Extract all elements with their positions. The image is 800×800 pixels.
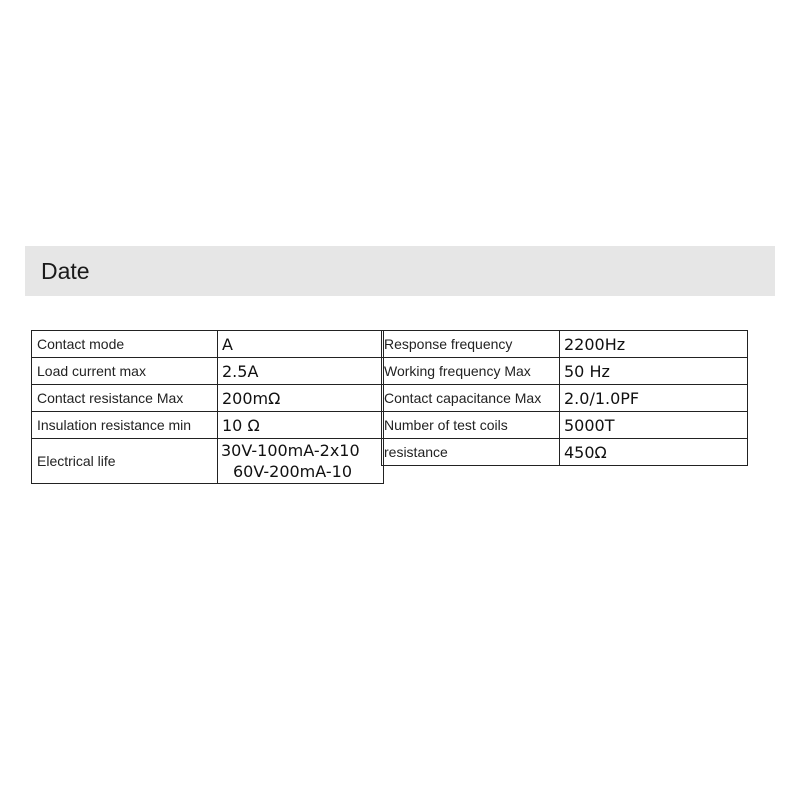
table-row bbox=[382, 439, 748, 466]
table-row bbox=[382, 385, 748, 412]
spec-label: Load current max bbox=[32, 358, 218, 385]
electrical-life-line-1: 30V-100mA-2x10 bbox=[221, 441, 360, 460]
table-row bbox=[382, 358, 748, 385]
spec-label: Contact resistance Max bbox=[32, 385, 218, 412]
spec-value: 10 Ω bbox=[218, 412, 384, 439]
table-row bbox=[32, 439, 384, 484]
spec-value: 2200Hz bbox=[560, 331, 748, 358]
spec-value: 50 Hz bbox=[560, 358, 748, 385]
section-header bbox=[25, 246, 775, 296]
electrical-life-line-2: 60V-200mA-10 bbox=[233, 462, 352, 481]
specs-table-left bbox=[31, 330, 384, 484]
spec-label: Contact capacitance Max bbox=[382, 385, 560, 412]
table-row bbox=[32, 385, 384, 412]
table-row bbox=[32, 358, 384, 385]
spec-value: 2.5A bbox=[218, 358, 384, 385]
section-title: Date bbox=[41, 258, 90, 284]
spec-label: Insulation resistance min bbox=[32, 412, 218, 439]
spec-label: resistance bbox=[382, 439, 560, 466]
specs-table-right bbox=[381, 330, 748, 466]
spec-label: Number of test coils bbox=[382, 412, 560, 439]
spec-value-multiline bbox=[218, 439, 384, 484]
spec-value: 450Ω bbox=[560, 439, 748, 466]
spec-value: 2.0/1.0PF bbox=[560, 385, 748, 412]
spec-value: 5000T bbox=[560, 412, 748, 439]
table-row bbox=[32, 331, 384, 358]
table-row bbox=[382, 412, 748, 439]
spec-label: Response frequency bbox=[382, 331, 560, 358]
spec-value: 200mΩ bbox=[218, 385, 384, 412]
table-row bbox=[32, 412, 384, 439]
table-row bbox=[382, 331, 748, 358]
spec-value: A bbox=[218, 331, 384, 358]
spec-label: Contact mode bbox=[32, 331, 218, 358]
spec-label: Working frequency Max bbox=[382, 358, 560, 385]
spec-label: Electrical life bbox=[32, 439, 218, 484]
